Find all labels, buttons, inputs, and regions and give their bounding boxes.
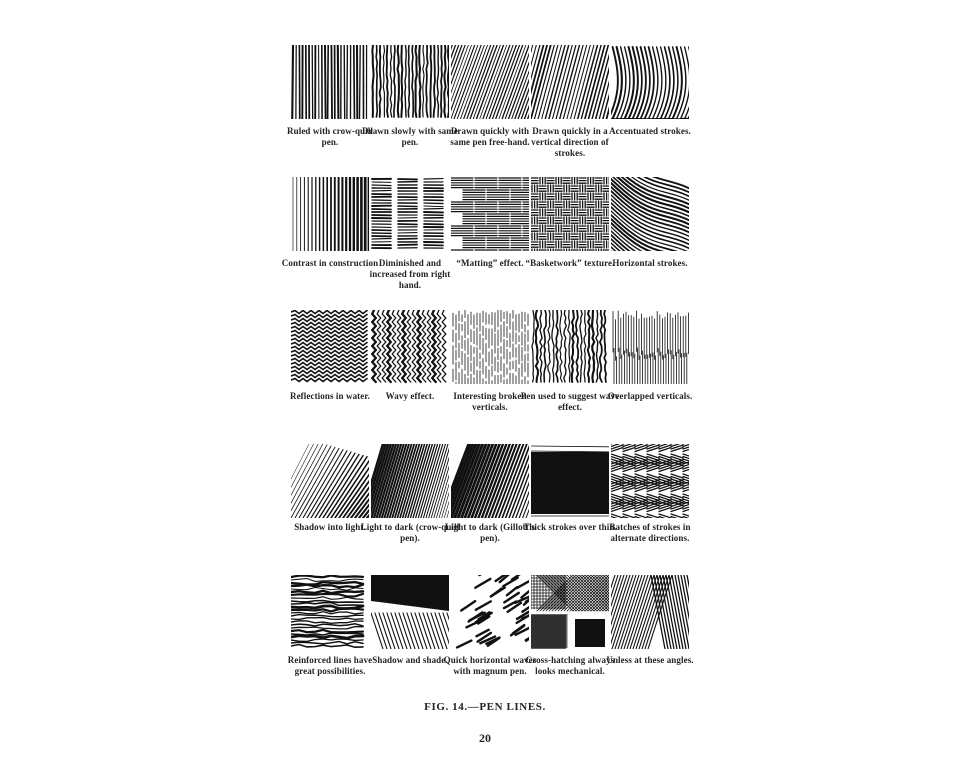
swatch-caption: Reflections in water. <box>289 391 370 401</box>
swatch-caption: Light to dark (Gillott's pen). <box>444 522 536 543</box>
swatch-caption: Shadow into light. <box>294 522 366 532</box>
swatch-caption: “Basketwork” texture. <box>525 258 615 268</box>
swatch-caption: Wavy effect. <box>385 391 435 401</box>
figure-caption: FIG. 14.—PEN LINES. <box>424 701 546 713</box>
pen-line-swatch <box>371 45 449 119</box>
swatch-caption: Interesting broken verticals. <box>453 391 527 412</box>
pen-line-swatch <box>611 310 689 384</box>
pen-line-swatch <box>451 575 529 649</box>
swatch-caption: Thick strokes over thin. <box>523 522 617 532</box>
pen-line-swatch <box>291 444 369 518</box>
swatch-caption: Reinforced lines have great possibilities. <box>287 655 373 676</box>
pen-line-swatch <box>371 444 449 518</box>
swatch-caption: Horizontal strokes. <box>612 258 688 268</box>
pen-line-swatch <box>531 444 609 518</box>
pen-line-swatch <box>531 45 609 119</box>
pen-line-swatch <box>611 575 689 649</box>
swatch-caption: Light to dark (crow-quill pen). <box>360 522 460 543</box>
swatch-caption: Drawn quickly with same pen free-hand. <box>450 126 530 147</box>
pen-line-swatch <box>291 310 369 384</box>
swatch-caption: Batches of strokes in alternate directions. <box>609 522 691 543</box>
pen-line-swatch <box>451 177 529 251</box>
swatch-caption: Ruled with crow-quill pen. <box>287 126 373 147</box>
pen-line-swatch <box>291 45 369 119</box>
swatch-caption: Quick horizontal waves with magnum pen. <box>443 655 537 676</box>
swatch-caption: Contrast in construction <box>281 258 379 268</box>
pen-line-swatch <box>531 575 609 649</box>
swatch-caption: Accentuated strokes. <box>609 126 691 136</box>
pen-line-swatch <box>371 177 449 251</box>
pen-line-swatch <box>451 45 529 119</box>
pen-line-swatch <box>371 310 449 384</box>
pen-line-swatch <box>451 444 529 518</box>
pen-line-swatch <box>291 177 369 251</box>
page-number: 20 <box>479 731 491 745</box>
swatch-caption: Drawn quickly in a vertical direction of strokes. <box>531 126 609 158</box>
pen-line-swatch <box>611 444 689 518</box>
swatch-caption: Shadow and shade. <box>372 655 448 665</box>
pen-line-swatch <box>611 177 689 251</box>
swatch-caption: Drawn slowly with same pen. <box>362 126 458 147</box>
swatch-caption: Overlapped verticals. <box>607 391 693 401</box>
swatch-caption: Cross-hatching always looks mechanical. <box>525 655 615 676</box>
pen-line-swatch <box>531 177 609 251</box>
pen-line-swatch <box>451 310 529 384</box>
swatch-caption: Diminished and increased from right hand. <box>369 258 451 290</box>
swatch-caption: “Matting” effect. <box>456 258 524 268</box>
pen-line-swatch <box>531 310 609 384</box>
swatch-caption: Unless at these angles. <box>606 655 694 665</box>
pen-line-swatch <box>611 45 689 119</box>
pen-line-swatch <box>291 575 369 649</box>
pen-line-swatch <box>371 575 449 649</box>
swatch-caption: Pen used to suggest wave effect. <box>520 391 620 412</box>
